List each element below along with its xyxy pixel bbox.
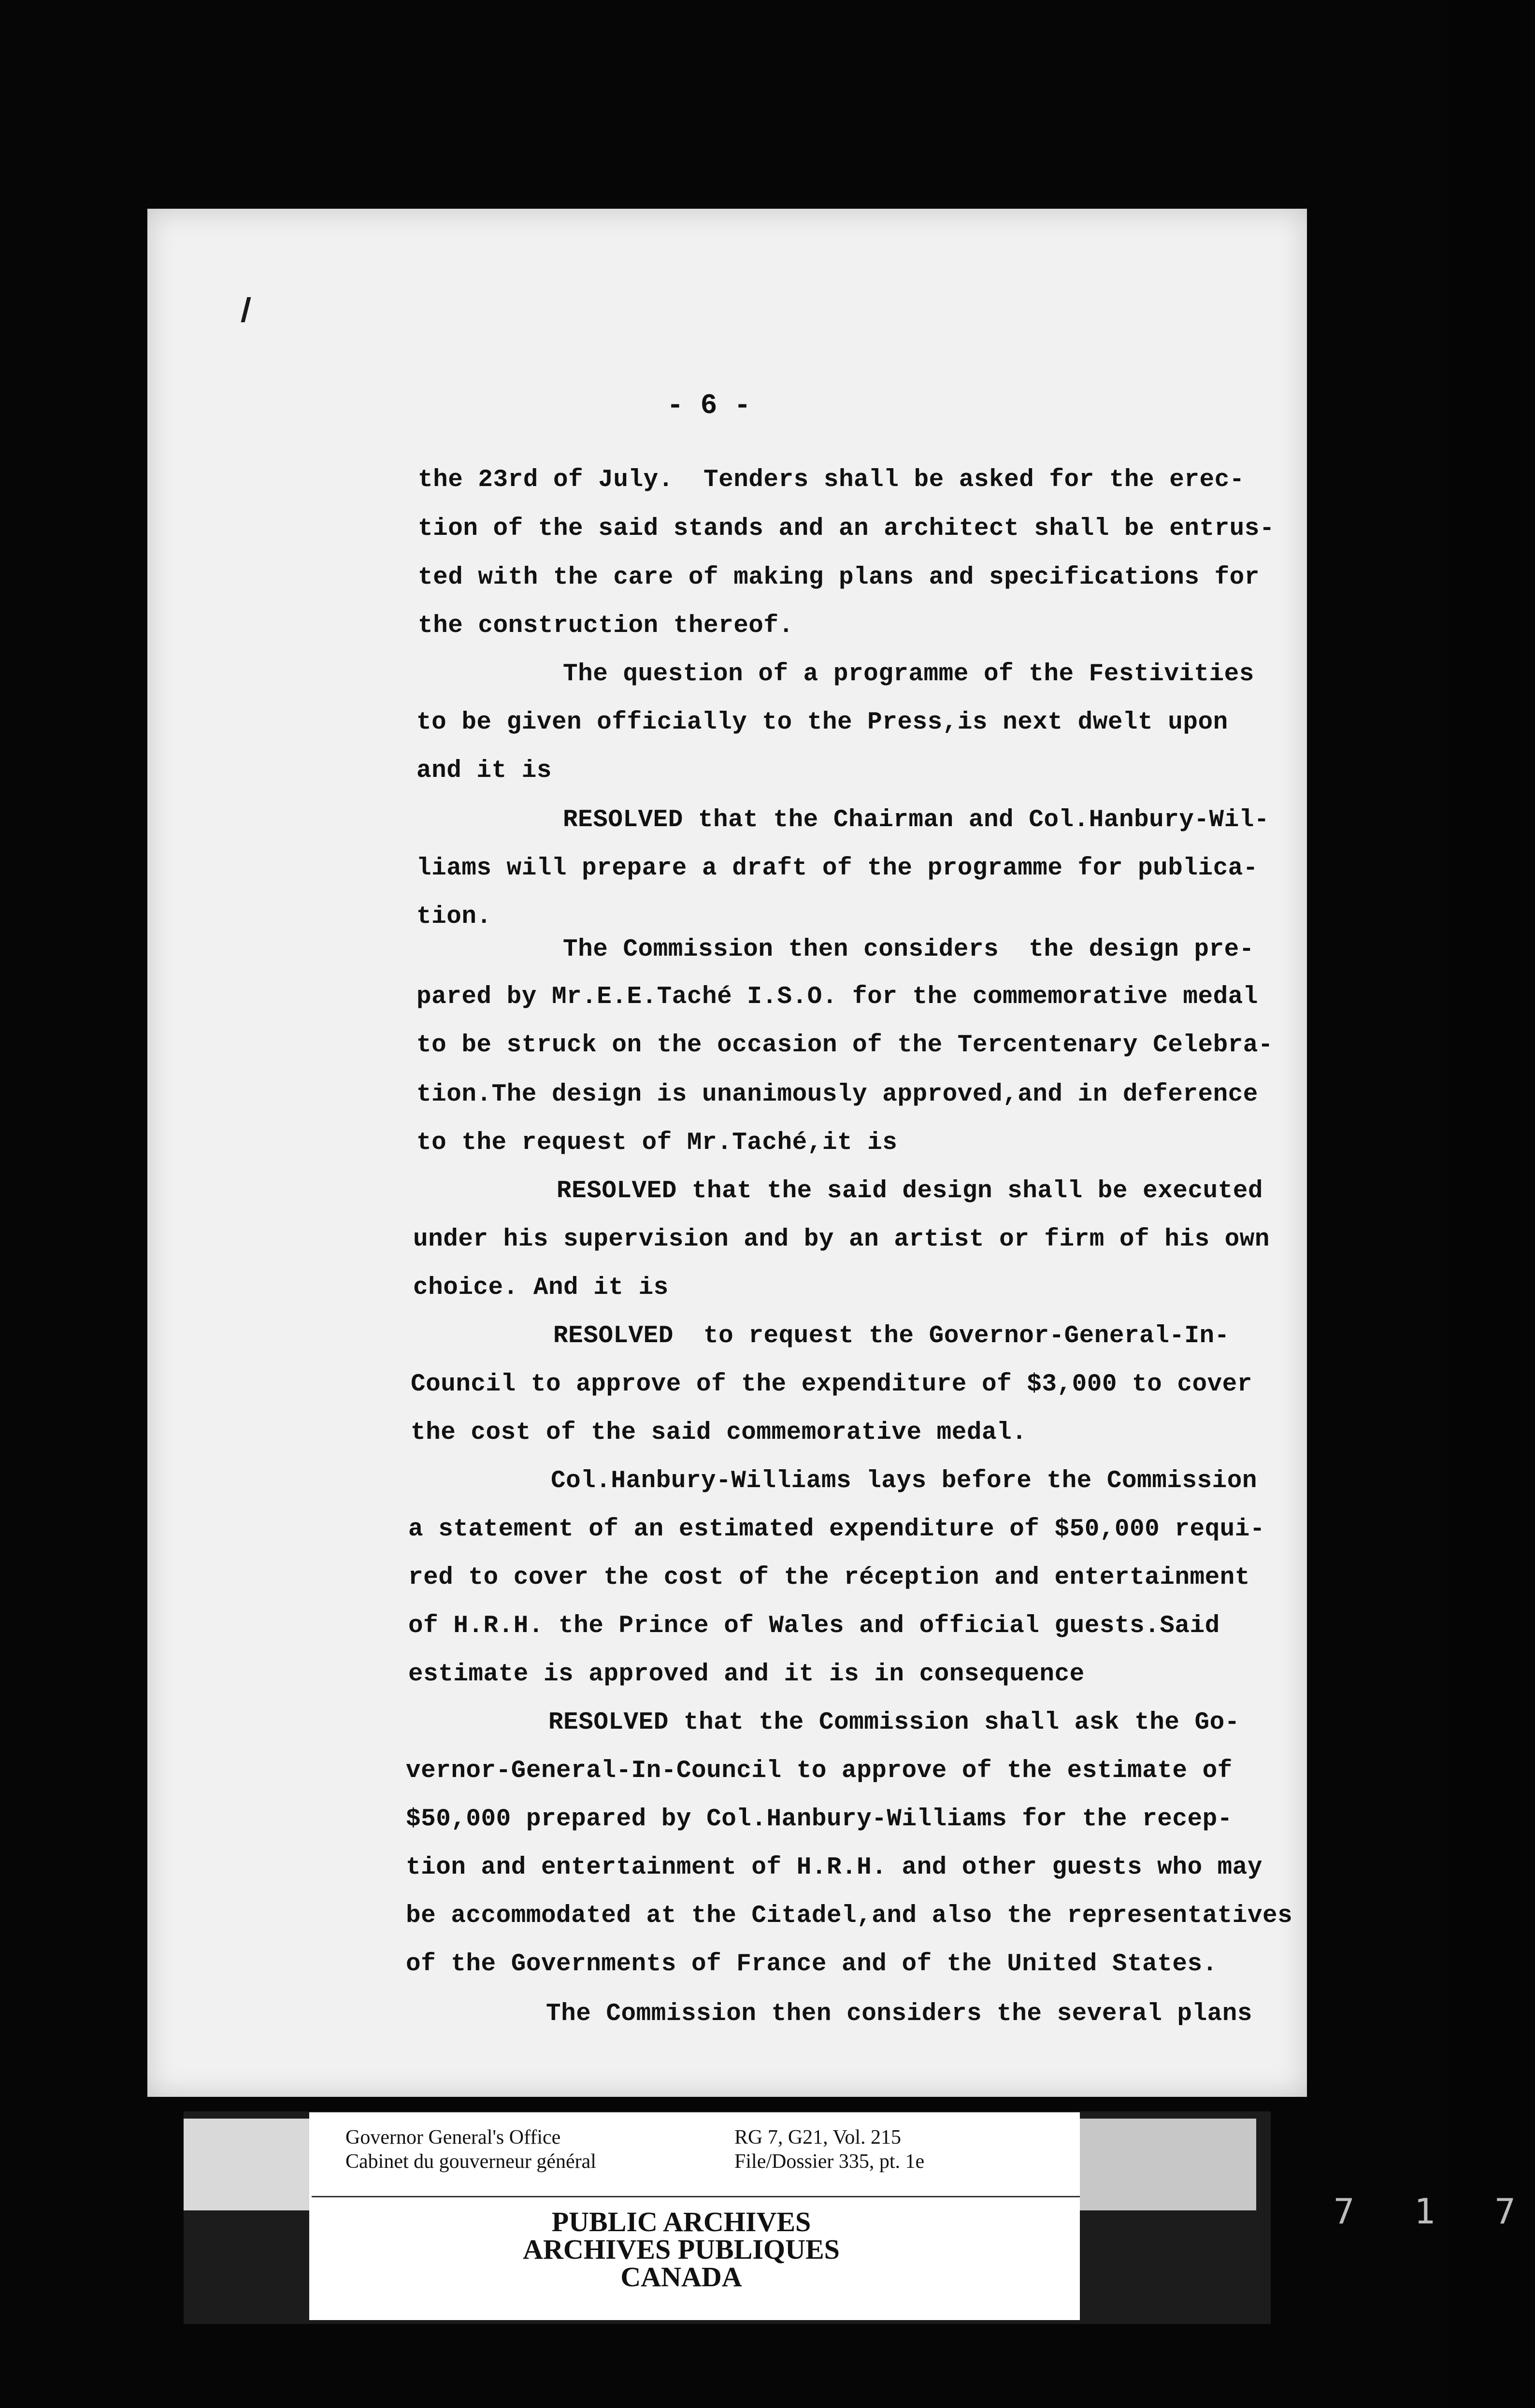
- label-left-block: [184, 2119, 309, 2210]
- body-line: be accommodated at the Citadel,and also the representatives: [406, 1902, 1293, 1930]
- office-french: Cabinet du gouverneur général: [345, 2150, 596, 2173]
- file-dossier-reference: File/Dossier 335, pt. 1e: [734, 2150, 925, 2173]
- body-line: estimate is approved and it is in consequence: [408, 1661, 1085, 1688]
- body-line: vernor-General-In-Council to approve of the estimate of: [406, 1757, 1233, 1785]
- body-line: tion.: [416, 903, 492, 931]
- body-line: to the request of Mr.Taché,it is: [416, 1129, 898, 1157]
- frame-number: 7 1 7: [1334, 2191, 1535, 2232]
- body-line: liams will prepare a draft of the programme for publica-: [416, 855, 1258, 882]
- office-english: Governor General's Office: [345, 2126, 561, 2149]
- body-line: the construction thereof.: [418, 612, 794, 640]
- body-line: a statement of an estimated expenditure of $50,000 requi-: [408, 1516, 1265, 1543]
- body-line: the cost of the said commemorative medal.: [411, 1419, 1027, 1447]
- body-line: to be struck on the occasion of the Tercentenary Celebra-: [416, 1032, 1273, 1059]
- body-line: The Commission then considers the several plans: [546, 2000, 1252, 2028]
- body-line: Council to approve of the expenditure of $3,000 to cover: [411, 1371, 1252, 1398]
- body-line: choice. And it is: [413, 1274, 669, 1302]
- label-divider: [312, 2196, 1080, 2197]
- body-line: under his supervision and by an artist or firm of his own: [413, 1226, 1270, 1253]
- body-line: RESOLVED that the Chairman and Col.Hanbury-Wil-: [563, 806, 1269, 834]
- body-line: of the Governments of France and of the United States.: [406, 1950, 1218, 1978]
- page-number: - 6 -: [667, 390, 751, 422]
- body-line: Col.Hanbury-Williams lays before the Commission: [551, 1467, 1257, 1495]
- body-line: The question of a programme of the Festivities: [563, 660, 1254, 688]
- archives-line-2: ARCHIVES PUBLIQUES: [523, 2234, 840, 2265]
- body-line: tion.The design is unanimously approved,and in deference: [416, 1081, 1258, 1108]
- body-line: RESOLVED that the Commission shall ask the Go-: [548, 1709, 1240, 1736]
- body-line: pared by Mr.E.E.Taché I.S.O. for the commemorative medal: [416, 983, 1258, 1011]
- body-line: $50,000 prepared by Col.Hanbury-Williams for the recep-: [406, 1806, 1233, 1833]
- body-line: The Commission then considers the design pre-: [563, 936, 1254, 963]
- body-line: of H.R.H. the Prince of Wales and official guests.Said: [408, 1612, 1220, 1640]
- body-line: ted with the care of making plans and specifications for: [418, 564, 1260, 591]
- body-line: and it is: [416, 757, 552, 785]
- body-line: RESOLVED that the said design shall be executed: [557, 1177, 1263, 1205]
- body-line: red to cover the cost of the réception and entertainment: [408, 1564, 1250, 1591]
- body-line: RESOLVED to request the Governor-General-In-: [553, 1322, 1230, 1350]
- body-line: to be given officially to the Press,is next dwelt upon: [416, 709, 1228, 736]
- body-line: tion of the said stands and an architect shall be entrus-: [418, 515, 1275, 543]
- archives-line-1: PUBLIC ARCHIVES: [551, 2206, 811, 2237]
- body-line: the 23rd of July. Tenders shall be asked for the erec-: [418, 466, 1245, 494]
- label-right-block: [1073, 2119, 1256, 2210]
- archives-line-3: CANADA: [620, 2261, 742, 2293]
- record-group-reference: RG 7, G21, Vol. 215: [734, 2126, 902, 2149]
- body-line: tion and entertainment of H.R.H. and other guests who may: [406, 1854, 1262, 1881]
